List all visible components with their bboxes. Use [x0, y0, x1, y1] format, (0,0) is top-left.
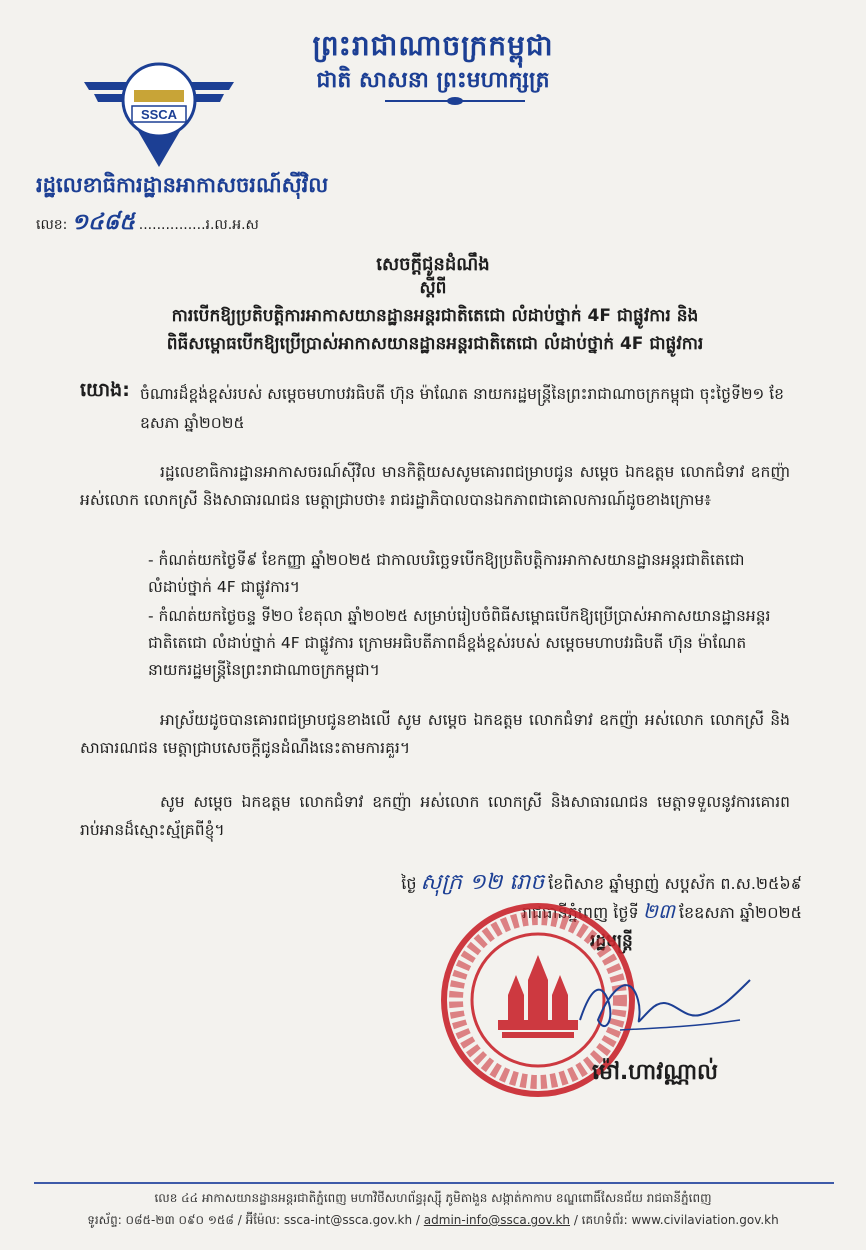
kingdom-header: ព្រះរាជាណាចក្រកម្ពុជា [312, 29, 554, 62]
place-suffix: ខែឧសភា ឆ្នាំ២០២៥ [678, 903, 802, 922]
issuer-name: រដ្ឋលេខាធិការដ្ឋានអាកាសចរណ៍ស៊ីវិល [36, 173, 329, 197]
footer-phone: ទូរស័ព្ទ: ០៨៥-២៣ ០៩០ ១៥៨ / អ៊ីម៉ែល: ssca-int@ssca.gov.kh / [87, 1213, 420, 1227]
ref-suffix: ...............រ.ល.អ.ស [138, 217, 259, 233]
bullet-item-1: - កំណត់យកថ្ងៃទី៩ ខែកញ្ញា ឆ្នាំ២០២៥ ជាកាលបរិច្ឆេទបើកឱ្យប្រតិបត្តិការអាកាសយានដ្ឋានអន្តរជាតិតេជោ លំដាប់ថ្នាក់ 4F ជាផ្លូវការ។ [148, 551, 745, 596]
footer-address: លេខ ៤៤ អាកាសយានដ្ឋានអន្តរជាតិភ្នំពេញ មហាវិថីសហព័ន្ធរុស្ស៊ី ភូមិតាងួន សង្កាត់កាកាប ខណ្ឌពោធិ៍សែនជ័យ រាជធានីភ្នំពេញ [154, 1191, 712, 1205]
body-paragraph-3: សូម សម្តេច ឯកឧត្តម លោកជំទាវ ឧកញ៉ា អស់លោក លោកស្រី និងសាធារណជន មេត្តាទទួលនូវការគោរពរាប់អានដ៏ស្មោះស្ម័គ្រពីខ្ញុំ។ [80, 793, 790, 839]
handwritten-day: សុក្រ ១២ រោច [420, 870, 545, 895]
footer-website[interactable]: / គេហទំព័រ: www.civilaviation.gov.kh [573, 1213, 779, 1227]
footer-divider [34, 1182, 834, 1184]
national-motto: ជាតិ សាសនា ព្រះមហាក្សត្រ [316, 68, 550, 93]
lunar-text: ខែពិសាខ ឆ្នាំម្សាញ់ សប្តស័ក ព.ស.២៥៦៩ [548, 874, 802, 893]
subject-line-2: ពិធីសម្ពោធបើកឱ្យប្រើប្រាស់អាកាសយានដ្ឋានអន្តរជាតិតេជោ លំដាប់ថ្នាក់ 4F ជាផ្លូវការ [166, 334, 704, 354]
logo-text: SSCA [140, 107, 178, 122]
document-about: ស្តីពី [419, 278, 447, 298]
place-prefix: រាជធានីភ្នំពេញ ថ្ងៃទី [521, 903, 639, 922]
body-paragraph-1: រដ្ឋលេខាធិការដ្ឋានអាកាសចរណ៍ស៊ីវិល មានកិត្តិយសសូមគោរពជម្រាបជូន សម្តេច ឯកឧត្តម លោកជំទាវ ឧកញ៉ា អស់លោក លោកស្រី និងសាធារណជន មេត្តាជ្រាបថា៖ រាជរដ្ឋាភិបាលបានឯកភាពជាគោលការណ៍ដូចខាងក្រោម៖ [80, 463, 790, 509]
body-paragraph-2: អាស្រ័យដូចបានគោរពជម្រាបជូនខាងលើ សូម សម្តេច ឯកឧត្តម លោកជំទាវ ឧកញ៉ា អស់លោក លោកស្រី និងសាធារណជន មេត្តាជ្រាបសេចក្តីជូនដំណឹងនេះតាមការគួរ។ [80, 711, 790, 757]
reference-text: ចំណារដ៏ខ្ពង់ខ្ពស់របស់ សម្តេចមហាបវរធិបតី ហ៊ុន ម៉ាណែត នាយករដ្ឋមន្ត្រីនៃព្រះរាជាណាចក្រកម្ពុជា ចុះថ្ងៃទី២១ ខែឧសភា ឆ្នាំ២០២៥ [140, 385, 784, 432]
place-day: ២៣ [642, 899, 675, 923]
handwritten-signature-icon [560, 960, 760, 1050]
subject-line-1: ការបើកឱ្យប្រតិបត្តិការអាកាសយានដ្ឋានអន្តរជាតិតេជោ លំដាប់ថ្នាក់ 4F ជាផ្លូវការ និង [171, 306, 699, 326]
signer-name: ម៉ៅ.ហាវណ្ណាល់ [592, 1060, 718, 1085]
ref-number: ១៤៨៥ [71, 210, 135, 235]
reference-number [36, 208, 259, 240]
lunar-date [282, 868, 802, 900]
ref-prefix: លេខ: [36, 217, 68, 233]
bullet-item-2: - កំណត់យកថ្ងៃចន្ទ ទី២០ ខែតុលា ឆ្នាំ២០២៥ សម្រាប់រៀបចំពិធីសម្ពោធបើកឱ្យប្រើប្រាស់អាកាសយានដ្ឋានអន្តរជាតិតេជោ លំដាប់ថ្នាក់ 4F ជាផ្លូវការ ក្រោមអធិបតីភាពដ៏ខ្ពង់ខ្ពស់របស់ សម្តេចមហាបវរធិបតី ហ៊ុន ម៉ាណែត នាយករដ្ឋមន្ត្រីនៃព្រះរាជាណាចក្រកម្ពុជា។ [148, 607, 771, 679]
reference-label: យោង: [80, 379, 130, 401]
motto-divider [385, 100, 525, 102]
ssca-logo-icon [84, 62, 234, 172]
day-prefix: ថ្ងៃ [401, 874, 417, 893]
footer-email-link[interactable]: admin-info@ssca.gov.kh [423, 1213, 570, 1227]
footer-contact [0, 1212, 866, 1230]
document-title: សេចក្តីជូនដំណឹង [376, 254, 490, 275]
signer-role: រដ្ឋមន្ត្រី [590, 931, 633, 951]
document-subject [40, 302, 830, 358]
